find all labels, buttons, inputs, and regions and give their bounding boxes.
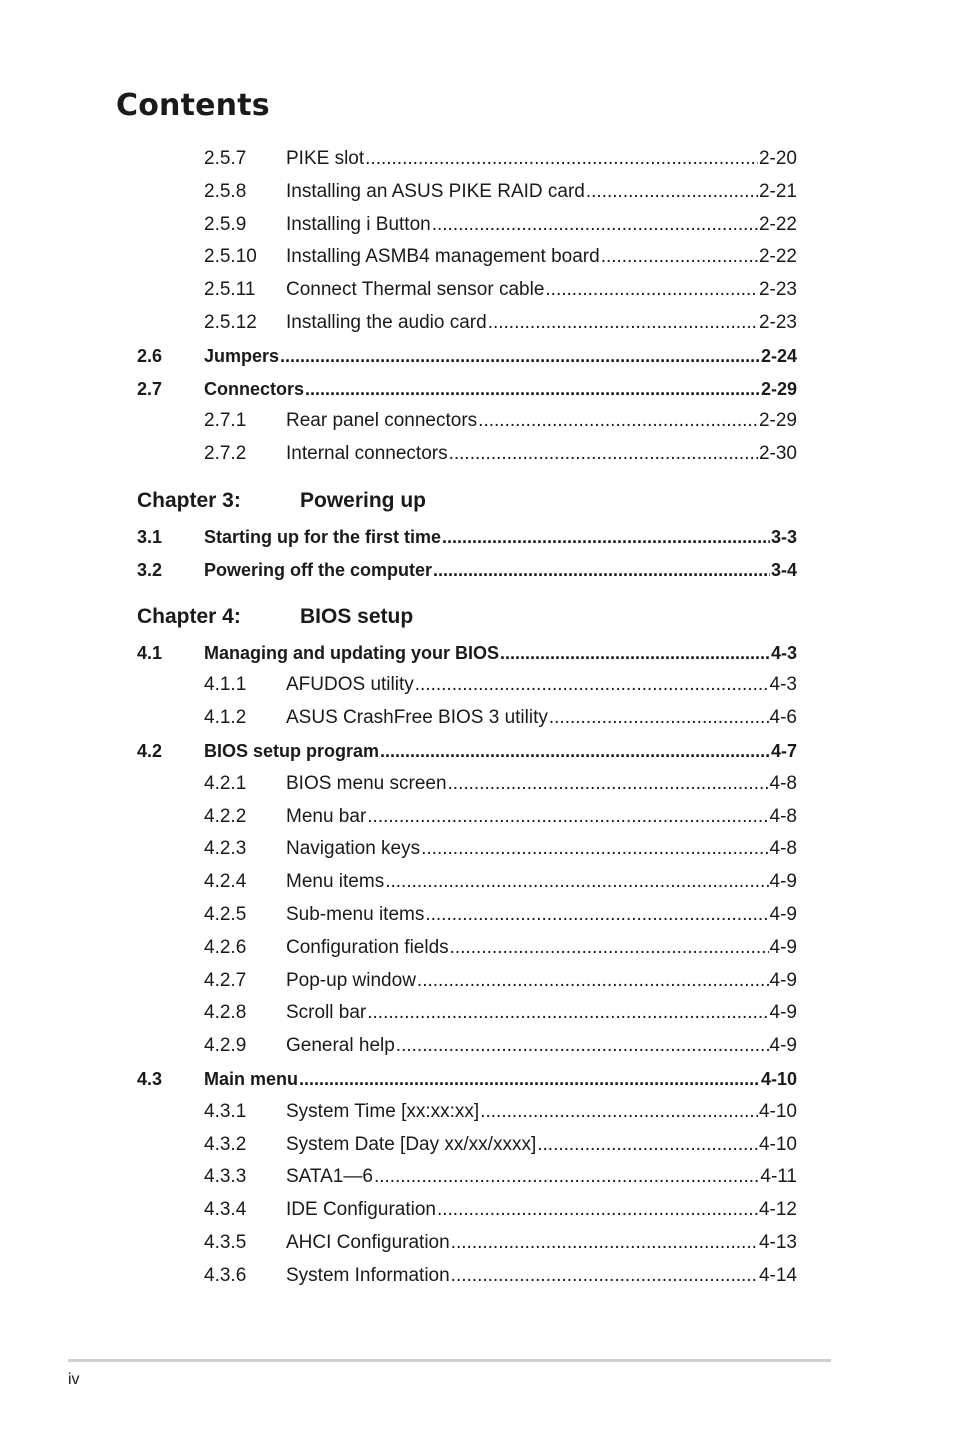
entry-title: Navigation keys xyxy=(286,838,421,859)
toc-section-entry[interactable] xyxy=(0,1065,954,1093)
entry-title: Powering off the computer xyxy=(204,560,433,580)
entry-number: 4.2.8 xyxy=(204,1002,247,1023)
toc-section-entry[interactable] xyxy=(0,556,954,584)
toc-subsection-entry[interactable] xyxy=(0,868,954,896)
entry-page-number: 4-9 xyxy=(769,937,797,958)
entry-page-number: 4-9 xyxy=(769,970,797,991)
entry-number: 4.3.4 xyxy=(204,1199,247,1220)
dot-leader xyxy=(385,868,768,896)
dot-leader xyxy=(305,375,760,403)
entry-number: 4.2.9 xyxy=(204,1035,247,1056)
toc-subsection-entry[interactable] xyxy=(0,407,954,435)
entry-number: 4.3.1 xyxy=(204,1101,247,1122)
dot-leader xyxy=(380,737,770,765)
entry-page-number: 2-29 xyxy=(758,410,797,431)
entry-leader-line xyxy=(286,835,797,863)
toc-subsection-entry[interactable] xyxy=(0,934,954,962)
dot-leader xyxy=(367,999,768,1027)
page-title: Contents xyxy=(116,88,270,123)
entry-number: 4.3.2 xyxy=(204,1134,247,1155)
entry-leader-line xyxy=(286,1131,797,1159)
dot-leader xyxy=(480,1098,758,1126)
entry-leader-line xyxy=(286,901,797,929)
dot-leader xyxy=(488,309,758,337)
entry-number: 4.1.1 xyxy=(204,674,247,695)
entry-page-number: 4-10 xyxy=(760,1069,797,1089)
entry-number: 2.7.2 xyxy=(204,443,247,464)
entry-title: System Information xyxy=(286,1265,450,1286)
toc-section-entry[interactable] xyxy=(0,342,954,370)
entry-title: Jumpers xyxy=(204,346,280,366)
entry-title: Menu bar xyxy=(286,806,367,827)
entry-page-number: 4-8 xyxy=(769,838,797,859)
entry-leader-line xyxy=(204,375,797,403)
entry-page-number: 3-4 xyxy=(770,560,797,580)
entry-leader-line xyxy=(286,803,797,831)
entry-number: 4.3.6 xyxy=(204,1265,247,1286)
entry-leader-line xyxy=(286,440,797,468)
entry-title: Installing ASMB4 management board xyxy=(286,246,600,267)
entry-title: Installing an ASUS PIKE RAID card xyxy=(286,181,585,202)
toc-section-entry[interactable] xyxy=(0,737,954,765)
entry-title: Starting up for the first time xyxy=(204,527,442,547)
entry-title: PIKE slot xyxy=(286,148,365,169)
dot-leader xyxy=(415,671,769,699)
entry-page-number: 4-3 xyxy=(769,674,797,695)
dot-leader xyxy=(433,556,770,584)
dot-leader xyxy=(367,803,768,831)
entry-number: 2.5.10 xyxy=(204,246,257,267)
dot-leader xyxy=(549,704,769,732)
dot-leader xyxy=(449,440,758,468)
dot-leader xyxy=(450,934,769,962)
entry-title: ASUS CrashFree BIOS 3 utility xyxy=(286,707,548,728)
entry-leader-line xyxy=(286,967,797,995)
entry-page-number: 2-29 xyxy=(760,379,797,399)
entry-page-number: 2-22 xyxy=(758,246,797,267)
dot-leader xyxy=(396,1032,769,1060)
entry-leader-line xyxy=(204,523,797,551)
entry-number: 4.2.3 xyxy=(204,838,247,859)
dot-leader xyxy=(425,901,768,929)
entry-number: 3.1 xyxy=(137,527,163,547)
chapter-title: BIOS setup xyxy=(300,605,414,628)
entry-number: 4.3 xyxy=(137,1069,163,1089)
dot-leader xyxy=(451,1229,758,1257)
entry-leader-line xyxy=(286,243,797,271)
dot-leader xyxy=(442,523,770,551)
entry-number: 4.1.2 xyxy=(204,707,247,728)
entry-title: Scroll bar xyxy=(286,1002,367,1023)
entry-page-number: 4-11 xyxy=(760,1166,797,1187)
toc-subsection-entry[interactable] xyxy=(0,309,954,337)
entry-number: 4.2.2 xyxy=(204,806,247,827)
entry-leader-line xyxy=(286,934,797,962)
entry-title: Installing the audio card xyxy=(286,312,487,333)
toc-subsection-entry[interactable] xyxy=(0,1196,954,1224)
dot-leader xyxy=(537,1131,758,1159)
entry-page-number: 2-30 xyxy=(758,443,797,464)
entry-page-number: 4-10 xyxy=(758,1101,797,1122)
entry-leader-line xyxy=(204,1065,797,1093)
toc-subsection-entry[interactable] xyxy=(0,243,954,271)
toc-subsection-entry[interactable] xyxy=(0,770,954,798)
entry-page-number: 4-8 xyxy=(769,806,797,827)
toc-subsection-entry[interactable] xyxy=(0,178,954,206)
entry-page-number: 4-9 xyxy=(769,1035,797,1056)
entry-title: System Date [Day xx/xx/xxxx] xyxy=(286,1134,537,1155)
entry-title: Installing i Button xyxy=(286,214,431,235)
entry-title: Configuration fields xyxy=(286,937,449,958)
footer-rule xyxy=(68,1359,831,1362)
entry-number: 2.5.9 xyxy=(204,214,247,235)
entry-leader-line xyxy=(204,556,797,584)
dot-leader xyxy=(280,342,760,370)
entry-title: General help xyxy=(286,1035,395,1056)
toc-subsection-entry[interactable] xyxy=(0,1163,954,1191)
entry-leader-line xyxy=(286,770,797,798)
entry-number: 4.1 xyxy=(137,643,163,663)
entry-page-number: 2-22 xyxy=(758,214,797,235)
entry-page-number: 2-23 xyxy=(758,312,797,333)
entry-title: Main menu xyxy=(204,1069,299,1089)
entry-page-number: 4-8 xyxy=(769,773,797,794)
entry-number: 2.6 xyxy=(137,346,163,366)
entry-page-number: 2-24 xyxy=(760,346,797,366)
toc-subsection-entry[interactable] xyxy=(0,1262,954,1290)
entry-leader-line xyxy=(286,309,797,337)
dot-leader xyxy=(432,211,758,239)
dot-leader xyxy=(451,1262,758,1290)
entry-title: BIOS setup program xyxy=(204,741,380,761)
chapter-label: Chapter 4: xyxy=(137,605,241,628)
entry-page-number: 2-23 xyxy=(758,279,797,300)
entry-page-number: 4-10 xyxy=(758,1134,797,1155)
dot-leader xyxy=(299,1065,760,1093)
entry-number: 2.5.11 xyxy=(204,279,256,300)
entry-page-number: 4-9 xyxy=(769,904,797,925)
toc-subsection-entry[interactable] xyxy=(0,440,954,468)
entry-leader-line xyxy=(286,1098,797,1126)
entry-number: 4.3.3 xyxy=(204,1166,247,1187)
entry-number: 3.2 xyxy=(137,560,163,580)
chapter-title: Powering up xyxy=(300,489,426,512)
entry-number: 2.7.1 xyxy=(204,410,247,431)
dot-leader xyxy=(500,639,770,667)
dot-leader xyxy=(448,770,769,798)
entry-leader-line xyxy=(286,1196,797,1224)
entry-title: IDE Configuration xyxy=(286,1199,436,1220)
chapter-label: Chapter 3: xyxy=(137,489,241,512)
entry-number: 4.3.5 xyxy=(204,1232,247,1253)
entry-leader-line xyxy=(204,737,797,765)
entry-title: Menu items xyxy=(286,871,385,892)
entry-number: 2.5.12 xyxy=(204,312,257,333)
entry-title: Internal connectors xyxy=(286,443,448,464)
dot-leader xyxy=(437,1196,758,1224)
entry-leader-line xyxy=(286,868,797,896)
entry-title: Rear panel connectors xyxy=(286,410,478,431)
entry-page-number: 4-14 xyxy=(758,1265,797,1286)
dot-leader xyxy=(365,145,758,173)
entry-leader-line xyxy=(286,407,797,435)
dot-leader xyxy=(478,407,758,435)
toc-subsection-entry[interactable] xyxy=(0,901,954,929)
entry-title: Managing and updating your BIOS xyxy=(204,643,499,663)
entry-number: 4.2.4 xyxy=(204,871,247,892)
entry-page-number: 4-12 xyxy=(758,1199,797,1220)
entry-number: 2.5.7 xyxy=(204,148,247,169)
entry-leader-line xyxy=(286,211,797,239)
entry-number: 4.2.7 xyxy=(204,970,247,991)
toc-subsection-entry[interactable] xyxy=(0,967,954,995)
dot-leader xyxy=(417,967,769,995)
entry-leader-line xyxy=(286,1032,797,1060)
entry-leader-line xyxy=(204,342,797,370)
toc-subsection-entry[interactable] xyxy=(0,1131,954,1159)
entry-page-number: 2-20 xyxy=(758,148,797,169)
entry-page-number: 4-3 xyxy=(770,643,797,663)
dot-leader xyxy=(545,276,758,304)
entry-title: SATA1—6 xyxy=(286,1166,373,1187)
entry-page-number: 2-21 xyxy=(758,181,797,202)
toc-section-entry[interactable] xyxy=(0,375,954,403)
toc-subsection-entry[interactable] xyxy=(0,145,954,173)
entry-leader-line xyxy=(286,1262,797,1290)
dot-leader xyxy=(374,1163,759,1191)
entry-page-number: 4-9 xyxy=(769,1002,797,1023)
entry-page-number: 4-7 xyxy=(770,741,797,761)
toc-subsection-entry[interactable] xyxy=(0,1098,954,1126)
entry-leader-line xyxy=(286,145,797,173)
entry-leader-line xyxy=(286,704,797,732)
toc-subsection-entry[interactable] xyxy=(0,1032,954,1060)
entry-leader-line xyxy=(286,178,797,206)
toc-subsection-entry[interactable] xyxy=(0,704,954,732)
entry-title: Pop-up window xyxy=(286,970,416,991)
toc-section-entry[interactable] xyxy=(0,639,954,667)
entry-page-number: 4-13 xyxy=(758,1232,797,1253)
toc-section-entry[interactable] xyxy=(0,523,954,551)
entry-number: 4.2 xyxy=(137,741,163,761)
entry-leader-line xyxy=(286,1229,797,1257)
entry-title: System Time [xx:xx:xx] xyxy=(286,1101,480,1122)
toc-subsection-entry[interactable] xyxy=(0,803,954,831)
toc-subsection-entry[interactable] xyxy=(0,276,954,304)
entry-leader-line xyxy=(286,276,797,304)
entry-leader-line xyxy=(286,671,797,699)
entry-page-number: 4-9 xyxy=(769,871,797,892)
toc-subsection-entry[interactable] xyxy=(0,671,954,699)
entry-title: Sub-menu items xyxy=(286,904,425,925)
entry-page-number: 3-3 xyxy=(770,527,797,547)
entry-title: AFUDOS utility xyxy=(286,674,414,695)
dot-leader xyxy=(421,835,768,863)
entry-title: Connect Thermal sensor cable xyxy=(286,279,545,300)
entry-number: 4.2.1 xyxy=(204,773,247,794)
entry-number: 4.2.6 xyxy=(204,937,247,958)
page-number: iv xyxy=(68,1371,80,1388)
entry-number: 4.2.5 xyxy=(204,904,247,925)
toc-subsection-entry[interactable] xyxy=(0,835,954,863)
entry-number: 2.7 xyxy=(137,379,163,399)
entry-title: AHCI Configuration xyxy=(286,1232,450,1253)
entry-leader-line xyxy=(204,639,797,667)
entry-number: 2.5.8 xyxy=(204,181,247,202)
toc-subsection-entry[interactable] xyxy=(0,1229,954,1257)
dot-leader xyxy=(586,178,758,206)
entry-leader-line xyxy=(286,1163,797,1191)
toc-subsection-entry[interactable] xyxy=(0,999,954,1027)
entry-page-number: 4-6 xyxy=(769,707,797,728)
entry-title: BIOS menu screen xyxy=(286,773,447,794)
toc-subsection-entry[interactable] xyxy=(0,211,954,239)
dot-leader xyxy=(601,243,758,271)
entry-leader-line xyxy=(286,999,797,1027)
entry-title: Connectors xyxy=(204,379,305,399)
